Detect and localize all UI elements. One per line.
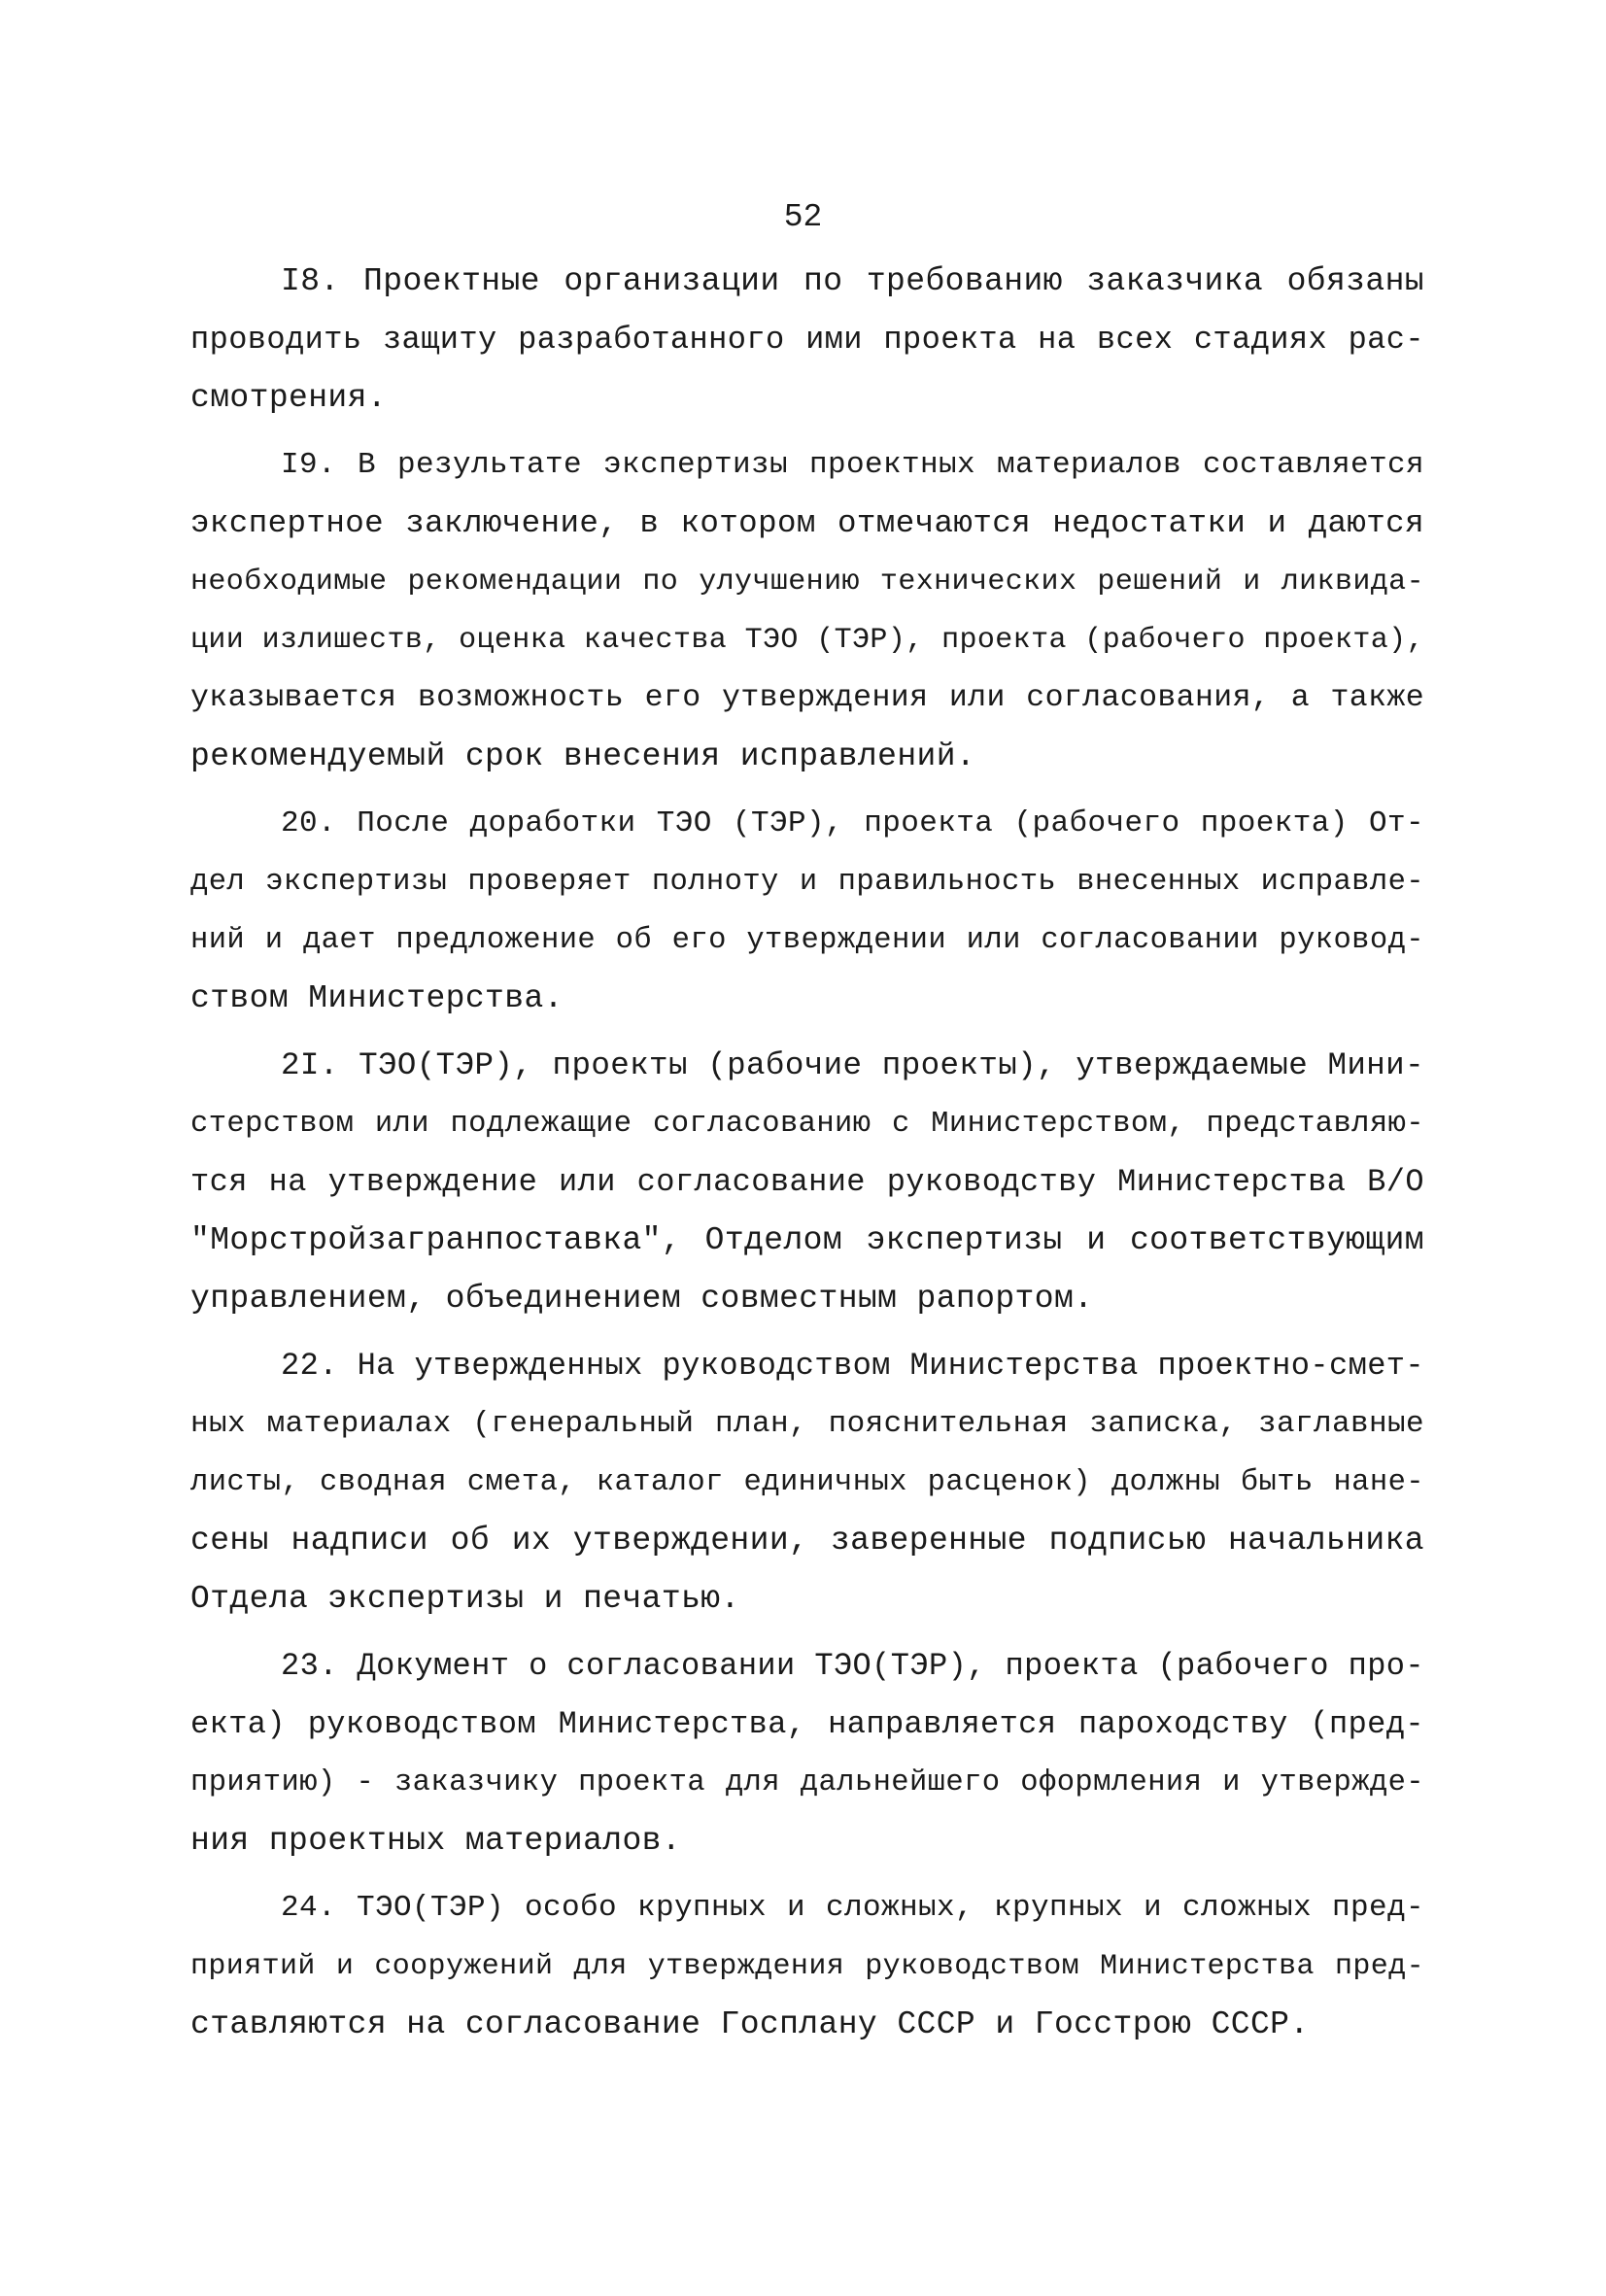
text-line: 20. После доработки ТЭО (ТЭР), проекта (рабочего проекта) От- (281, 806, 1424, 840)
text-line: ставляются на согласование Госплану СССР и Госстрою СССР. (190, 2006, 1310, 2042)
text-line: 22. На утвержденных руководством Министерства проектно-смет- (281, 1348, 1424, 1384)
document-body (190, 253, 1424, 2063)
paragraph-20 (190, 795, 1424, 1028)
paragraph-23 (190, 1637, 1424, 1870)
text-line: приятий и сооружений для утверждения руководством Министерства пред- (190, 1950, 1424, 1983)
text-line: приятию) - заказчику проекта для дальнейшего оформления и утвержде- (190, 1766, 1424, 1799)
text-line: ных материалах (генеральный план, пояснительная записка, заглавные (190, 1407, 1424, 1441)
text-line: екта) руководством Министерства, направляется пароходству (пред- (190, 1706, 1424, 1742)
text-line: управлением, объединением совместным рапортом. (190, 1281, 1094, 1317)
text-line: сены надписи об их утверждении, заверенные подписью начальника (190, 1523, 1424, 1559)
text-line: 24. ТЭО(ТЭР) особо крупных и сложных, крупных и сложных пред- (281, 1891, 1424, 1925)
text-line: ний и дает предложение об его утверждении или согласовании руковод- (190, 924, 1424, 957)
text-line: 23. Документ о согласовании ТЭО(ТЭР), проекта (рабочего про- (281, 1648, 1424, 1684)
text-line: ния проектных материалов. (190, 1823, 682, 1859)
paragraph-24 (190, 1879, 1424, 2054)
paragraph-21 (190, 1037, 1424, 1328)
text-line: 2I. ТЭО(ТЭР), проекты (рабочие проекты), утверждаемые Мини- (281, 1047, 1424, 1083)
text-line: листы, сводная смета, каталог единичных расценок) должны быть нане- (190, 1466, 1424, 1499)
text-line: стерством или подлежащие согласованию с Министерством, представляю- (190, 1108, 1424, 1141)
text-line: Отдела экспертизы и печатью. (190, 1581, 740, 1617)
text-line: указывается возможность его утверждения или согласования, а также (190, 681, 1424, 715)
paragraph-22 (190, 1337, 1424, 1628)
text-line: смотрения. (190, 380, 388, 416)
text-line: необходимые рекомендации по улучшению технических решений и ликвида- (190, 565, 1424, 599)
text-line: I8. Проектные организации по требованию заказчика обязаны (281, 263, 1424, 299)
paragraph-19 (190, 436, 1424, 786)
text-line: экспертное заключение, в котором отмечаются недостатки и даются (190, 505, 1424, 541)
text-line: "Морстройзагранпоставка", Отделом экспертизы и соответствующим (190, 1222, 1424, 1258)
page-number: 52 (783, 199, 823, 235)
paragraph-18 (190, 253, 1424, 428)
text-line: ции излишеств, оценка качества ТЭО (ТЭР), проекта (рабочего проекта), (190, 624, 1424, 657)
text-line: I9. В результате экспертизы проектных материалов составляется (281, 448, 1424, 482)
text-line: тся на утверждение или согласование руководству Министерства В/О (190, 1164, 1424, 1200)
text-line: проводить защиту разработанного ими проекта на всех стадиях рас- (190, 322, 1424, 358)
text-line: рекомендуемый срок внесения исправлений. (190, 738, 976, 774)
text-line: ством Министерства. (190, 980, 564, 1016)
text-line: дел экспертизы проверяет полноту и правильность внесенных исправле- (190, 866, 1424, 899)
